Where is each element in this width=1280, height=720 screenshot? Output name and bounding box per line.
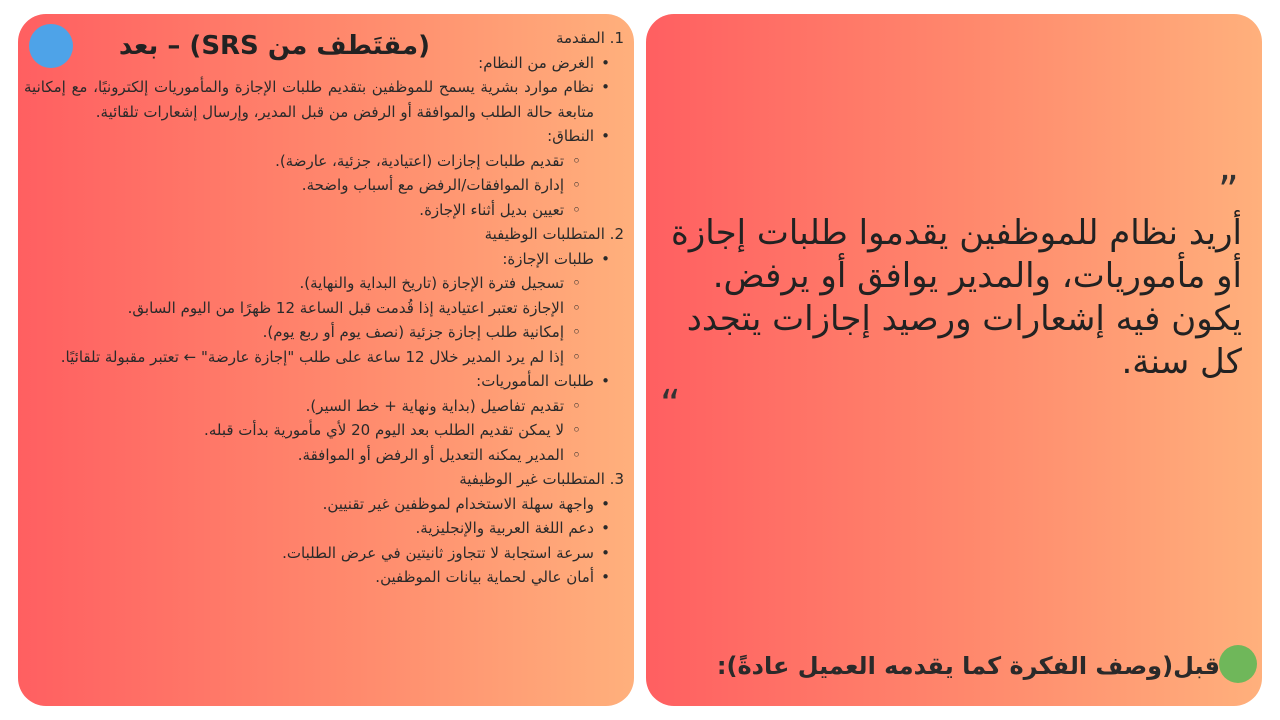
srs-sub-bullet-item: ◦ تسجيل فترة الإجازة (تاريخ البداية والنهاية).	[24, 271, 624, 296]
srs-bullet-item: • نظام موارد بشرية يسمح للموظفين بتقديم طلبات الإجازة والمأموريات إلكترونيًا، مع إمكانية متابعة حالة الطلب والموافقة أو الرفض من قبل المدير، وإرسال إشعارات تلقائية.	[24, 75, 624, 124]
srs-bullet-item: • واجهة سهلة الاستخدام لموظفين غير تقنيين.	[24, 492, 624, 517]
srs-section-heading: 3. المتطلبات غير الوظيفية	[459, 470, 624, 488]
srs-section-heading: 2. المتطلبات الوظيفية	[484, 225, 624, 243]
srs-bullet-item: • سرعة استجابة لا تتجاوز ثانيتين في عرض الطلبات.	[24, 541, 624, 566]
srs-bullet-item: • دعم اللغة العربية والإنجليزية.	[24, 516, 624, 541]
srs-sub-bullet-item: ◦ إمكانية طلب إجازة جزئية (نصف يوم أو ربع يوم).	[24, 320, 624, 345]
srs-sub-bullet-item: ◦ إذا لم يرد المدير خلال 12 ساعة على طلب "إجازة عارضة" ← تعتبر مقبولة تلقائيًا.	[24, 345, 624, 370]
srs-sub-bullet-item: ◦ تقديم تفاصيل (بداية ونهاية + خط السير).	[24, 394, 624, 419]
srs-panel-title: (مقتَطف من SRS) – بعد	[118, 31, 430, 61]
opening-quote-mark: ”	[1218, 168, 1239, 214]
srs-section-heading: 1. المقدمة	[555, 29, 624, 47]
srs-bullet-item: • أمان عالي لحماية بيانات الموظفين.	[24, 565, 624, 590]
srs-sub-bullet-item: ◦ لا يمكن تقديم الطلب بعد اليوم 20 لأي مأمورية بدأت قبله.	[24, 418, 624, 443]
srs-sub-bullet-item: ◦ المدير يمكنه التعديل أو الرفض أو الموافقة.	[24, 443, 624, 468]
closing-quote-mark: “	[660, 382, 681, 428]
srs-bullet-item: • طلبات المأموريات:	[24, 369, 624, 394]
srs-bullet-item: • طلبات الإجازة:	[24, 247, 624, 272]
srs-sub-bullet-item: ◦ تعيين بديل أثناء الإجازة.	[24, 198, 624, 223]
srs-sub-bullet-item: ◦ تقديم طلبات إجازات (اعتيادية، جزئية، عارضة).	[24, 149, 624, 174]
srs-sub-bullet-item: ◦ الإجازة تعتبر اعتيادية إذا قُدمت قبل الساعة 12 ظهرًا من اليوم السابق.	[24, 296, 624, 321]
before-caption: قبل(وصف الفكرة كما يقدمه العميل عادةً):	[716, 652, 1220, 680]
srs-bullet-item: • الغرض من النظام:	[24, 51, 624, 76]
srs-bullet-item: • النطاق:	[24, 124, 624, 149]
green-marker-dot	[1219, 645, 1257, 683]
srs-sub-bullet-item: ◦ إدارة الموافقات/الرفض مع أسباب واضحة.	[24, 173, 624, 198]
srs-document-body	[24, 26, 624, 590]
client-quote-text: أريد نظام للموظفين يقدموا طلبات إجازة أو مأموريات، والمدير يوافق أو يرفض. يكون فيه إشعارات ورصيد إجازات يتجدد كل سنة.	[671, 213, 1242, 382]
